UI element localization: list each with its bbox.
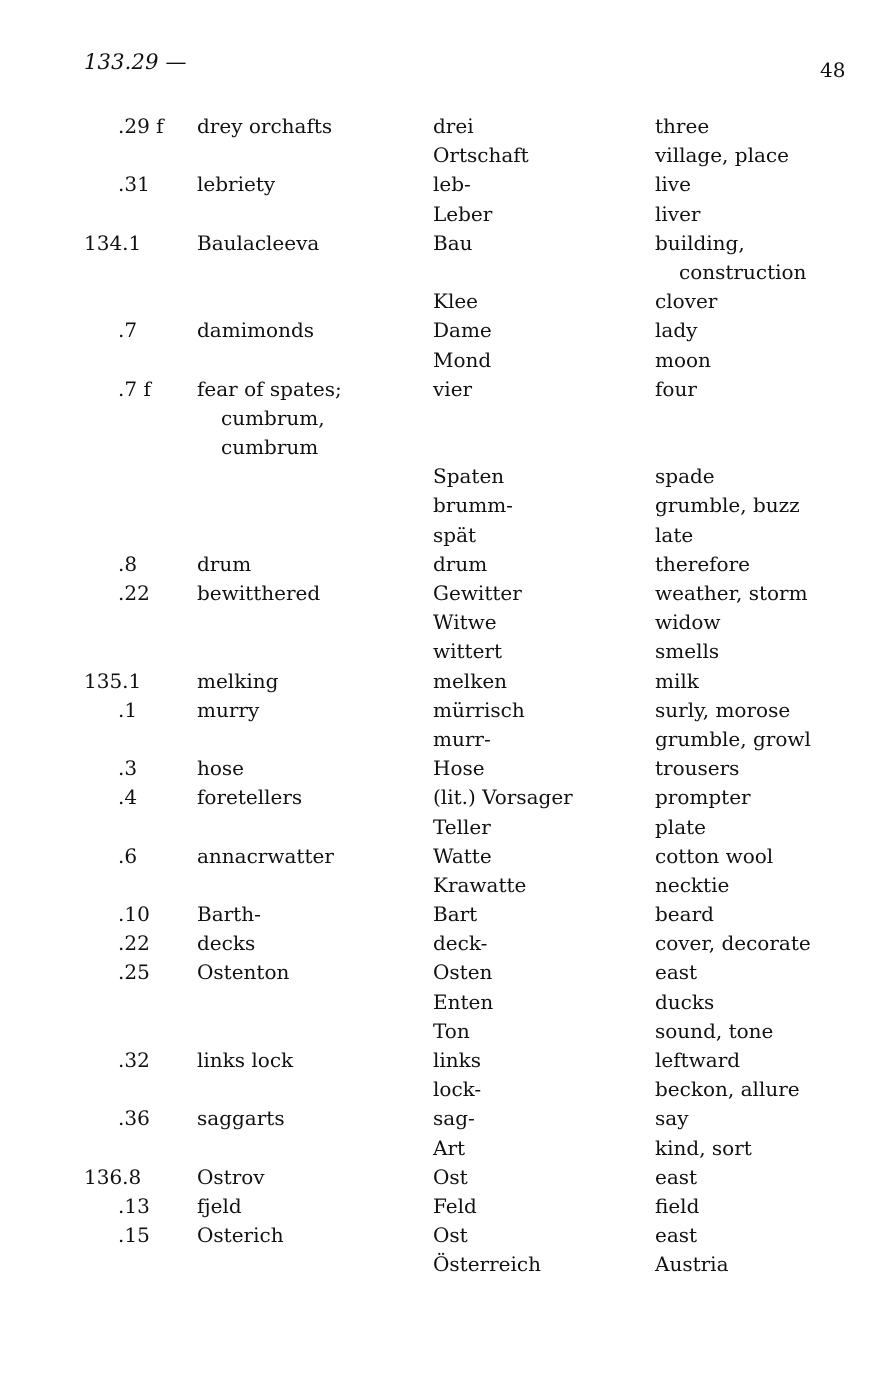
table-row — [0, 783, 883, 812]
german-cell: Krawatte — [433, 872, 527, 897]
wake-word-cell: decks — [197, 931, 256, 956]
german-cell: Teller — [433, 814, 491, 839]
german-cell: Dame — [433, 318, 492, 343]
english-cell: kind, sort — [655, 1135, 752, 1160]
english-cell: ducks — [655, 989, 715, 1014]
english-cell: clover — [655, 289, 718, 314]
wake-word-cell: damimonds — [197, 318, 315, 343]
table-row — [0, 170, 883, 199]
wake-word-cell: annacrwatter — [197, 843, 334, 868]
reference-cell: 136.8 — [84, 1164, 142, 1189]
english-cell: building, — [655, 230, 745, 255]
german-cell: Mond — [433, 347, 492, 372]
reference-cell: .10 — [118, 902, 150, 927]
wake-word-cell: murry — [197, 697, 260, 722]
table-row — [0, 521, 883, 550]
table-row — [0, 988, 883, 1017]
table-row — [0, 900, 883, 929]
german-cell: Bau — [433, 230, 473, 255]
table-row — [0, 112, 883, 141]
wake-word-cell: Osterich — [197, 1223, 284, 1248]
wake-word-cell: lebriety — [197, 172, 276, 197]
german-cell: Hose — [433, 756, 485, 781]
english-cell: grumble, buzz — [655, 493, 800, 518]
german-cell: wittert — [433, 639, 503, 664]
table-row — [0, 1075, 883, 1104]
english-cell: construction — [679, 259, 807, 284]
wake-word-cell: fear of spates; — [197, 376, 342, 401]
page-header — [0, 0, 883, 100]
english-cell: moon — [655, 347, 711, 372]
reference-cell: 134.1 — [84, 230, 142, 255]
german-cell: Leber — [433, 201, 493, 226]
table-row — [0, 842, 883, 871]
english-cell: smells — [655, 639, 720, 664]
glossary-table — [0, 112, 883, 1280]
english-cell: weather, storm — [655, 581, 808, 605]
table-row — [0, 958, 883, 987]
wake-word-cell: saggarts — [197, 1106, 285, 1131]
table-row — [0, 667, 883, 696]
english-cell: say — [655, 1106, 689, 1131]
english-cell: east — [655, 1223, 698, 1248]
reference-cell: .7 f — [118, 376, 151, 401]
table-row — [0, 550, 883, 579]
german-cell: Österreich — [433, 1252, 541, 1277]
english-cell: plate — [655, 814, 706, 839]
reference-cell: 135.1 — [84, 668, 142, 693]
german-cell: leb- — [433, 172, 471, 197]
english-cell: trousers — [655, 756, 740, 781]
table-row — [0, 608, 883, 637]
german-cell: Art — [433, 1135, 466, 1160]
german-cell: Gewitter — [433, 581, 522, 605]
german-cell: melken — [433, 668, 508, 693]
german-cell: Spaten — [433, 464, 505, 489]
table-row — [0, 1192, 883, 1221]
german-cell: spät — [433, 522, 477, 547]
wake-word-cell: Ostrov — [197, 1164, 265, 1189]
german-cell: Ortschaft — [433, 143, 529, 168]
reference-cell: .1 — [118, 697, 138, 722]
table-row — [0, 346, 883, 375]
german-cell: vier — [433, 376, 473, 401]
reference-cell: .22 — [118, 581, 150, 605]
german-cell: drum — [433, 551, 488, 576]
reference-cell: .29 f — [118, 114, 164, 138]
english-cell: necktie — [655, 872, 730, 897]
table-row — [0, 1104, 883, 1133]
reference-cell: .7 — [118, 318, 138, 343]
english-cell: grumble, growl — [655, 726, 811, 751]
english-cell: surly, morose — [655, 697, 791, 722]
english-cell: milk — [655, 668, 699, 693]
english-cell: leftward — [655, 1048, 741, 1072]
english-cell: beard — [655, 902, 714, 927]
german-cell: Witwe — [433, 610, 497, 635]
reference-cell: .4 — [118, 785, 138, 810]
english-cell: east — [655, 960, 698, 985]
wake-word-cell: cumbrum, — [221, 405, 325, 430]
table-row — [0, 1250, 883, 1279]
german-cell: Osten — [433, 960, 493, 985]
table-row — [0, 813, 883, 842]
wake-word-cell: hose — [197, 756, 245, 781]
reference-cell: .32 — [118, 1048, 150, 1072]
english-cell: spade — [655, 464, 715, 489]
reference-cell: .25 — [118, 960, 150, 985]
german-cell: drei — [433, 114, 474, 138]
reference-cell: .3 — [118, 756, 138, 781]
reference-cell: .15 — [118, 1223, 150, 1248]
wake-word-cell: cumbrum — [221, 435, 319, 460]
wake-word-cell: links lock — [197, 1048, 294, 1072]
reference-cell: .36 — [118, 1106, 150, 1131]
english-cell: widow — [655, 610, 721, 635]
german-cell: Watte — [433, 843, 492, 868]
german-cell: Ost — [433, 1164, 468, 1189]
table-row — [0, 258, 883, 287]
german-cell: brumm- — [433, 493, 513, 518]
wake-word-cell: fjeld — [197, 1193, 242, 1218]
table-row — [0, 725, 883, 754]
english-cell: Austria — [655, 1252, 729, 1277]
table-row — [0, 1134, 883, 1163]
reference-cell: .31 — [118, 172, 150, 197]
english-cell: prompter — [655, 785, 751, 810]
table-row — [0, 287, 883, 316]
running-head: 133.29 — — [84, 50, 187, 74]
english-cell: sound, tone — [655, 1018, 774, 1043]
reference-cell: .6 — [118, 843, 138, 868]
english-cell: field — [655, 1193, 700, 1218]
german-cell: Bart — [433, 902, 478, 927]
english-cell: cover, decorate — [655, 931, 811, 956]
wake-word-cell: foretellers — [197, 785, 303, 810]
wake-word-cell: Barth- — [197, 902, 261, 927]
table-row — [0, 637, 883, 666]
reference-cell: .22 — [118, 931, 150, 956]
german-cell: lock- — [433, 1077, 482, 1102]
english-cell: live — [655, 172, 691, 197]
table-row — [0, 200, 883, 229]
german-cell: mürrisch — [433, 697, 525, 722]
table-row — [0, 141, 883, 170]
german-cell: Klee — [433, 289, 479, 314]
reference-cell: .8 — [118, 551, 138, 576]
wake-word-cell: Ostenton — [197, 960, 290, 985]
table-row — [0, 696, 883, 725]
table-row — [0, 1163, 883, 1192]
reference-cell: .13 — [118, 1193, 150, 1218]
table-row — [0, 375, 883, 404]
table-row — [0, 462, 883, 491]
english-cell: village, place — [655, 143, 789, 168]
page-number: 48 — [820, 58, 846, 82]
table-row — [0, 229, 883, 258]
table-row — [0, 1221, 883, 1250]
german-cell: Enten — [433, 989, 494, 1014]
english-cell: late — [655, 522, 694, 547]
wake-word-cell: drum — [197, 551, 252, 576]
english-cell: cotton wool — [655, 843, 774, 868]
table-row — [0, 316, 883, 345]
table-row — [0, 433, 883, 462]
english-cell: lady — [655, 318, 698, 343]
german-cell: sag- — [433, 1106, 475, 1131]
table-row — [0, 754, 883, 783]
english-cell: liver — [655, 201, 701, 226]
german-cell: murr- — [433, 726, 491, 751]
german-cell: deck- — [433, 931, 488, 956]
wake-word-cell: melking — [197, 668, 279, 693]
table-row — [0, 929, 883, 958]
wake-word-cell: Baulacleeva — [197, 230, 320, 255]
wake-word-cell: drey orchafts — [197, 114, 333, 138]
table-row — [0, 1017, 883, 1046]
table-row — [0, 1046, 883, 1075]
english-cell: beckon, allure — [655, 1077, 800, 1102]
english-cell: three — [655, 114, 710, 138]
german-cell: links — [433, 1048, 482, 1072]
german-cell: (lit.) Vorsager — [433, 785, 573, 810]
german-cell: Ton — [433, 1018, 470, 1043]
german-cell: Feld — [433, 1193, 477, 1218]
table-row — [0, 871, 883, 900]
english-cell: therefore — [655, 551, 750, 576]
english-cell: east — [655, 1164, 698, 1189]
table-row — [0, 404, 883, 433]
table-row — [0, 491, 883, 520]
table-row — [0, 579, 883, 608]
german-cell: Ost — [433, 1223, 468, 1248]
wake-word-cell: bewitthered — [197, 581, 321, 605]
english-cell: four — [655, 376, 697, 401]
